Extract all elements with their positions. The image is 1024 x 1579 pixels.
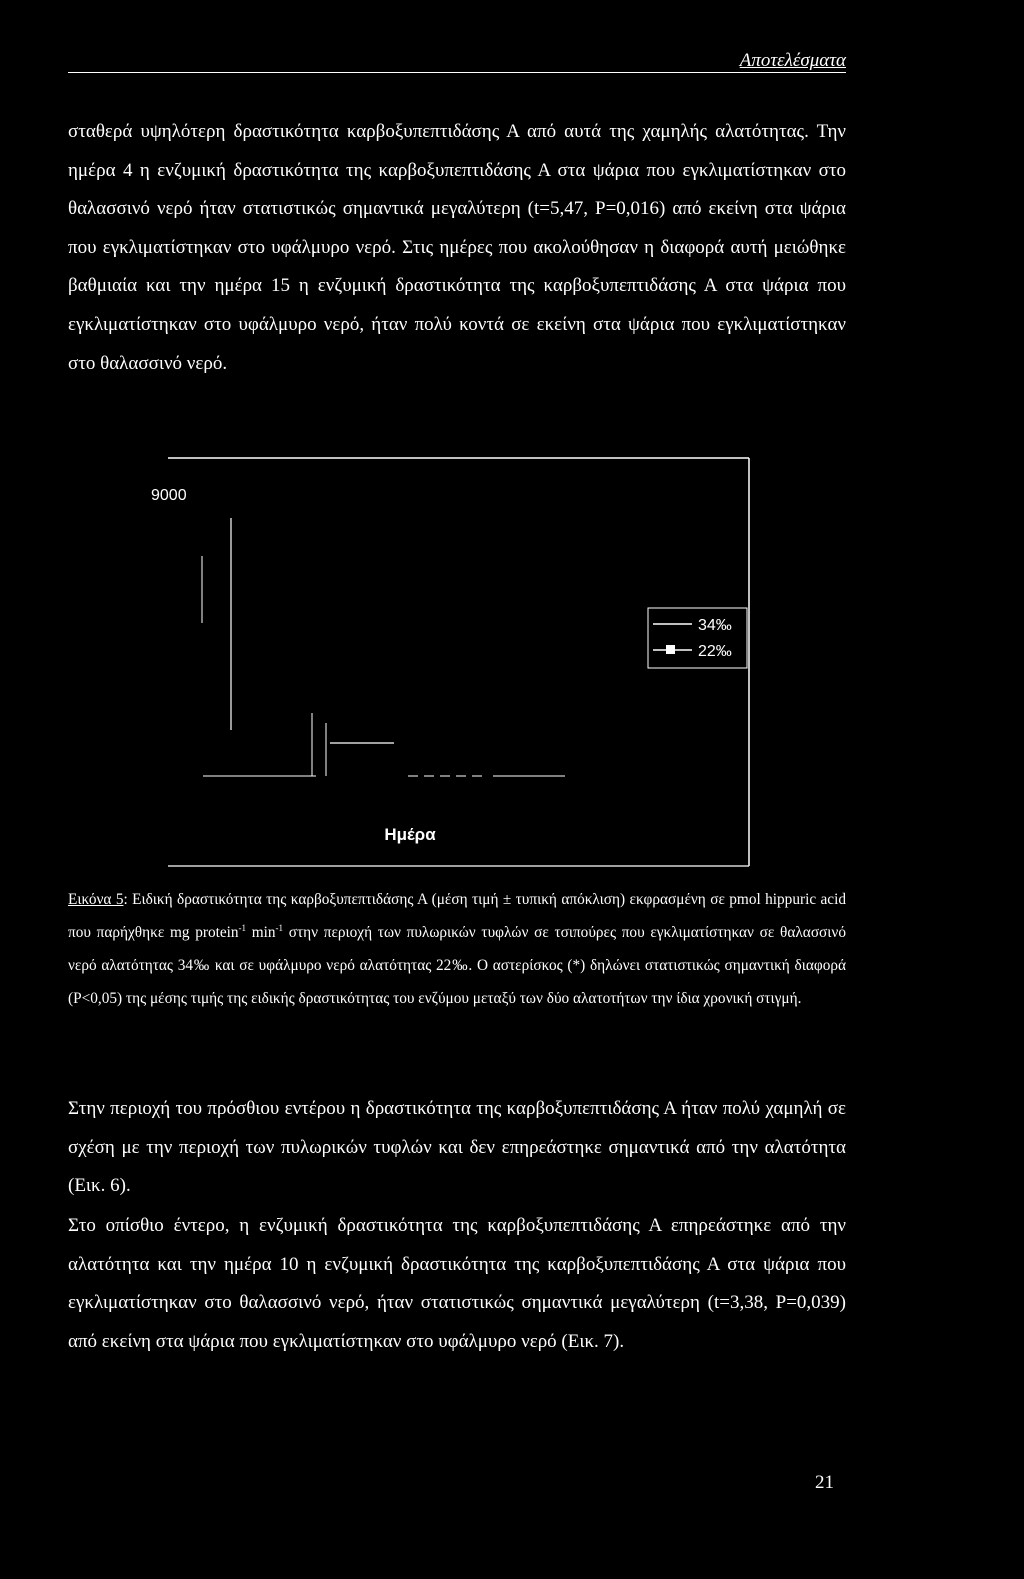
paragraph-2-text: Στην περιοχή του πρόσθιου εντέρου η δραστικότητα της καρβοξυπεπτιδάσης Α ήταν πολύ χαμηλή σε σχέση με την περιοχή των πυλωρικών τυφλών και δεν επηρεάστηκε σημαντικά από την αλατότητα (Εικ. 6). [68, 1098, 846, 1197]
page-number: 21 [815, 1472, 834, 1493]
caption-sup-1: -1 [238, 922, 247, 933]
legend-label-22: 22‰ [698, 643, 732, 660]
paragraph-1 [68, 113, 846, 383]
caption-label: Εικόνα 5 [68, 891, 124, 908]
x-axis-label: Ημέρα [384, 825, 436, 844]
chart-svg [151, 458, 756, 870]
legend-marker-22 [666, 645, 675, 654]
caption-text-2: min [246, 924, 276, 941]
paragraph-1-text: σταθερά υψηλότερη δραστικότητα καρβοξυπεπτιδάσης Α από αυτά της χαμηλής αλατότητας. Την ημέρα 4 η ενζυμική δραστικότητα της καρβοξυπεπτιδάσης Α στα ψάρια που εγκλιματίστηκαν στο θαλασσινό νερό ήταν στατιστικώς σημαντικά μεγαλύτερη (t=5,47, P=0,016) από εκείνη στα ψάρια που εγκλιματίστηκαν στο υφάλμυρο νερό. Στις ημέρες που ακολούθησαν η διαφορά αυτή μειώθηκε βαθμιαία και την ημέρα 15 η ενζυμική δραστικότητα της καρβοξυπεπτιδάσης Α στα ψάρια που εγκλιματίστηκαν στο υφάλμυρο νερό, ήταν πολύ κοντά σε εκείνη στα ψάρια που εγκλιματίστηκαν στο θαλασσινό νερό. [68, 121, 846, 374]
legend-label-34: 34‰ [698, 617, 732, 634]
paragraph-3 [68, 1207, 846, 1361]
section-title: Αποτελέσματα [739, 50, 846, 71]
figure-5-chart [151, 458, 756, 870]
caption-text-1: : Ειδική δραστικότητα της καρβοξυπεπτιδάσης Α (μέση τιμή ± τυπική απόκλιση) εκφρασμένη σε pmol hippuric acid που παρήχθηκε mg protein [68, 891, 846, 941]
y-tick-label-9000: 9000 [151, 487, 187, 504]
caption-sup-2: -1 [275, 922, 284, 933]
paragraph-2 [68, 1090, 846, 1206]
figure-caption [68, 883, 846, 1015]
header-rule [68, 72, 846, 73]
caption-text-3: στην περιοχή των πυλωρικών τυφλών σε τσιπούρες που εγκλιματίστηκαν σε θαλασσινό νερό αλατότητας 34‰ και σε υφάλμυρο νερό αλατότητας 22‰. Ο αστερίσκος (*) δηλώνει στατιστικώς σημαντική διαφορά (P<0,05) της μέσης τιμής της ειδικής δραστικότητας του ενζύμου μεταξύ των δύο αλατοτήτων την ίδια χρονική στιγμή. [68, 924, 846, 1007]
paragraph-3-text: Στο οπίσθιο έντερο, η ενζυμική δραστικότητα της καρβοξυπεπτιδάσης Α επηρεάστηκε από την αλατότητα και την ημέρα 10 η ενζυμική δραστικότητα της καρβοξυπεπτιδάσης Α στα ψάρια που εγκλιματίστηκαν στο θαλασσινό νερό, ήταν στατιστικώς σημαντικά μεγαλύτερη (t=3,38, P=0,039) από εκείνη στα ψάρια που εγκλιματίστηκαν στο υφάλμυρο νερό (Εικ. 7). [68, 1215, 846, 1352]
